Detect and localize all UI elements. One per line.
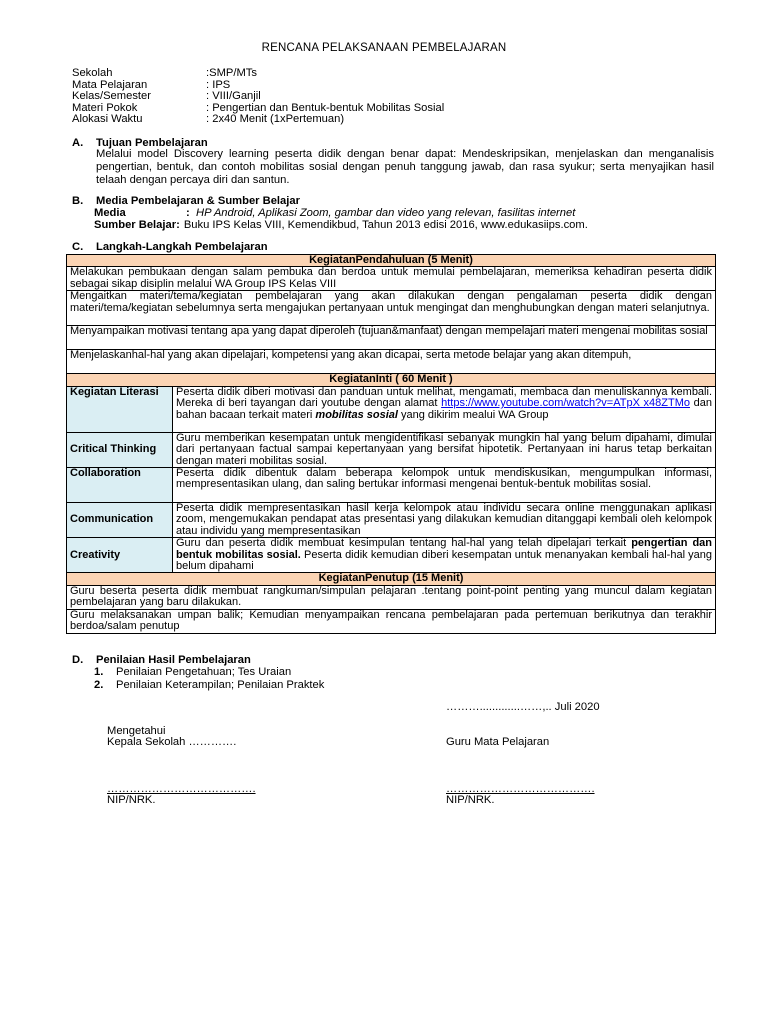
steps-table: [66, 254, 716, 634]
info-label: Alokasi Waktu: [72, 113, 143, 125]
info-row-sekolah: [72, 67, 444, 79]
inti-header: KegiatanInti ( 60 Menit ): [67, 374, 716, 386]
section-letter: D.: [72, 654, 84, 666]
info-label: Sekolah: [72, 67, 113, 79]
pendahuluan-step: Menjelaskanhal-hal yang akan dipelajari, kompetensi yang akan dicapai, serta metode belajar yang akan ditempuh,: [67, 350, 716, 374]
creat-text: [173, 538, 716, 573]
source-label: Sumber Belajar:: [94, 219, 180, 231]
list-text: Penilaian Keterampilan; Penilaian Praktek: [116, 679, 325, 691]
kepala-label: Kepala Sekolah ………….: [107, 736, 237, 748]
source-value: Buku IPS Kelas VIII, Kemendikbud, Tahun 2013 edisi 2016, www.edukasiips.com.: [183, 219, 588, 231]
section-letter: A.: [72, 137, 84, 149]
list-item: [94, 679, 324, 692]
media-value: HP Android, Aplikasi Zoom, gambar dan video yang relevan, fasilitas internet: [196, 207, 576, 219]
list-number: 2.: [94, 679, 104, 691]
date-line: ……….............……,.. Juli 2020: [446, 701, 600, 713]
comm-text: Peserta didik mempresentasikan hasil kerja kelompok atau individu secara online menggunakan aplikasi zoom, mengemukakan pendapat atas presentasi yang dilakukan kemudian ditanggapi kembali oleh kelompok atau individu yang mempresentasikan: [173, 503, 716, 538]
section-title: Tujuan Pembelajaran: [96, 137, 208, 149]
info-value: : 2x40 Menit (1xPertemuan): [206, 113, 345, 125]
penutup-step: Guru beserta peserta didik membuat rangkuman/simpulan pelajaran .tentang point-point penting yang muncul dalam kegiatan pembelajaran yang baru dilakukan.: [67, 585, 716, 609]
info-label: Mata Pelajaran: [72, 78, 148, 91]
info-row-kelas: [72, 90, 444, 102]
penutup-step: Guru melaksanakan umpan balik; Kemudian menyampaikan rencana pembelajaran pada pertemuan berikutnya dan terakhir berdoa/salam penutup: [67, 609, 716, 633]
info-label: Kelas/Semester: [72, 90, 151, 102]
assessment-list: [94, 666, 324, 692]
section-letter: B.: [72, 195, 84, 207]
literasi-label: Kegiatan Literasi: [67, 386, 173, 432]
section-a-text: Melalui model Discovery learning peserta didik dengan benar dapat: Mendeskripsikan, menjelaskan dan menganalisis pengertian, bentuk, dan contoh mobilitas sosial dengan penuh tanggung jawab, dan rasa syukur; serta menyajikan hasil telaah dengan percaya diri dan santun.: [96, 148, 714, 186]
critical-text: Guru memberikan kesempatan untuk mengidentifikasi sebanyak mungkin hal yang belum dipahami, dimulai dari pertanyaan factual sampai kepertanyaan yang bersifat hipotetik. Pertanyaan ini harus tetap berkaitan dengan materi mobilitas sosial.: [173, 432, 716, 467]
literasi-post: yang dikirim mealui WA Group: [397, 408, 549, 421]
info-row-materi: [72, 102, 444, 114]
penutup-header: KegiatanPenutup (15 Menit): [67, 573, 716, 585]
nip-right: NIP/NRK.: [446, 794, 495, 806]
signature-line-left: ………………………………….: [107, 783, 256, 795]
media-sep: :: [186, 207, 190, 219]
creat-pre: Guru dan peserta didik membuat kesimpulan tentang hal-hal yang telah dipelajari terkait: [176, 537, 632, 550]
literasi-text: [173, 386, 716, 432]
media-row: [94, 207, 575, 220]
source-row: [94, 219, 588, 232]
info-label: Materi Pokok: [72, 101, 138, 114]
info-value: : Pengertian dan Bentuk-bentuk Mobilitas Sosial: [206, 101, 445, 114]
mengetahui-label: Mengetahui: [107, 725, 166, 737]
section-title: Penilaian Hasil Pembelajaran: [96, 654, 251, 666]
creat-post: Peserta didik kemudian diberi kesempatan untuk menanyakan kembali hal-hal yang belum dipahami: [176, 548, 713, 573]
pendahuluan-step: Menyampaikan motivasi tentang apa yang dapat diperoleh (tujuan&manfaat) dengan mempelajari materi mengenai mobilitas sosial: [67, 326, 716, 350]
nip-left: NIP/NRK.: [107, 794, 156, 806]
list-text: Penilaian Pengetahuan; Tes Uraian: [116, 666, 292, 678]
literasi-mid: dan bahan bacaan terkait materi: [176, 397, 712, 421]
section-b-heading: [72, 195, 300, 208]
literasi-bold: mobilitas sosial: [315, 408, 398, 421]
section-title: Media Pembelajaran & Sumber Belajar: [96, 195, 300, 207]
identity-block: [72, 67, 444, 125]
info-row-mapel: [72, 79, 444, 91]
list-item: [94, 666, 324, 679]
document-title: RENCANA PELAKSANAAN PEMBELAJARAN: [261, 42, 507, 54]
section-d-heading: [72, 654, 251, 667]
collab-text: Peserta didik dibentuk dalam beberapa kelompok untuk mendiskusikan, mengumpulkan informasi, mempresentasikan ulang, dan saling bertukar informasi mengenai bentuk-bentuk mobilitas sosial.: [173, 468, 716, 503]
info-row-alokasi: [72, 113, 444, 125]
list-number: 1.: [94, 666, 104, 678]
info-value: :SMP/MTs: [206, 67, 257, 79]
section-title: Langkah-Langkah Pembelajaran: [96, 241, 268, 253]
pendahuluan-step: Mengaitkan materi/tema/kegiatan pembelajaran yang akan dilakukan dengan pengalaman peserta didik dengan materi/tema/kegiatan sebelumnya serta mengajukan pertanyaan untuk mengingat dan menghubungkan dengan materi selanjutnya.: [67, 291, 716, 326]
youtube-link[interactable]: https://www.youtube.com/watch?v=ATpX x48ZTMo: [441, 397, 690, 410]
section-c-heading: [72, 241, 268, 254]
creat-bold: pengertian dan bentuk mobilitas sosial.: [176, 537, 713, 561]
critical-label: Critical Thinking: [67, 432, 173, 467]
pendahuluan-step: Melakukan pembukaan dengan salam pembuka dan berdoa untuk memulai pembelajaran, memeriksa kehadiran peserta didik sebagai sikap disiplin melalui WA Group IPS Kelas VIII: [67, 267, 716, 291]
collab-label: Collaboration: [67, 468, 173, 503]
pendahuluan-header: KegiatanPendahuluan (5 Menit): [67, 255, 716, 267]
section-letter: C.: [72, 241, 84, 253]
media-label: Media: [94, 207, 126, 219]
guru-label: Guru Mata Pelajaran: [446, 736, 550, 748]
signature-line-right: ………………………………….: [446, 783, 595, 795]
info-value: : VIII/Ganjil: [206, 90, 261, 102]
comm-label: Communication: [67, 503, 173, 538]
literasi-pre: Peserta didik diberi motivasi dan panduan untuk melihat, mengamati, membaca dan menuliskannya kembali. Mereka di beri tayangan dari youtube dengan alamat: [176, 385, 712, 410]
info-value: : IPS: [206, 78, 231, 91]
creat-label: Creativity: [67, 538, 173, 573]
